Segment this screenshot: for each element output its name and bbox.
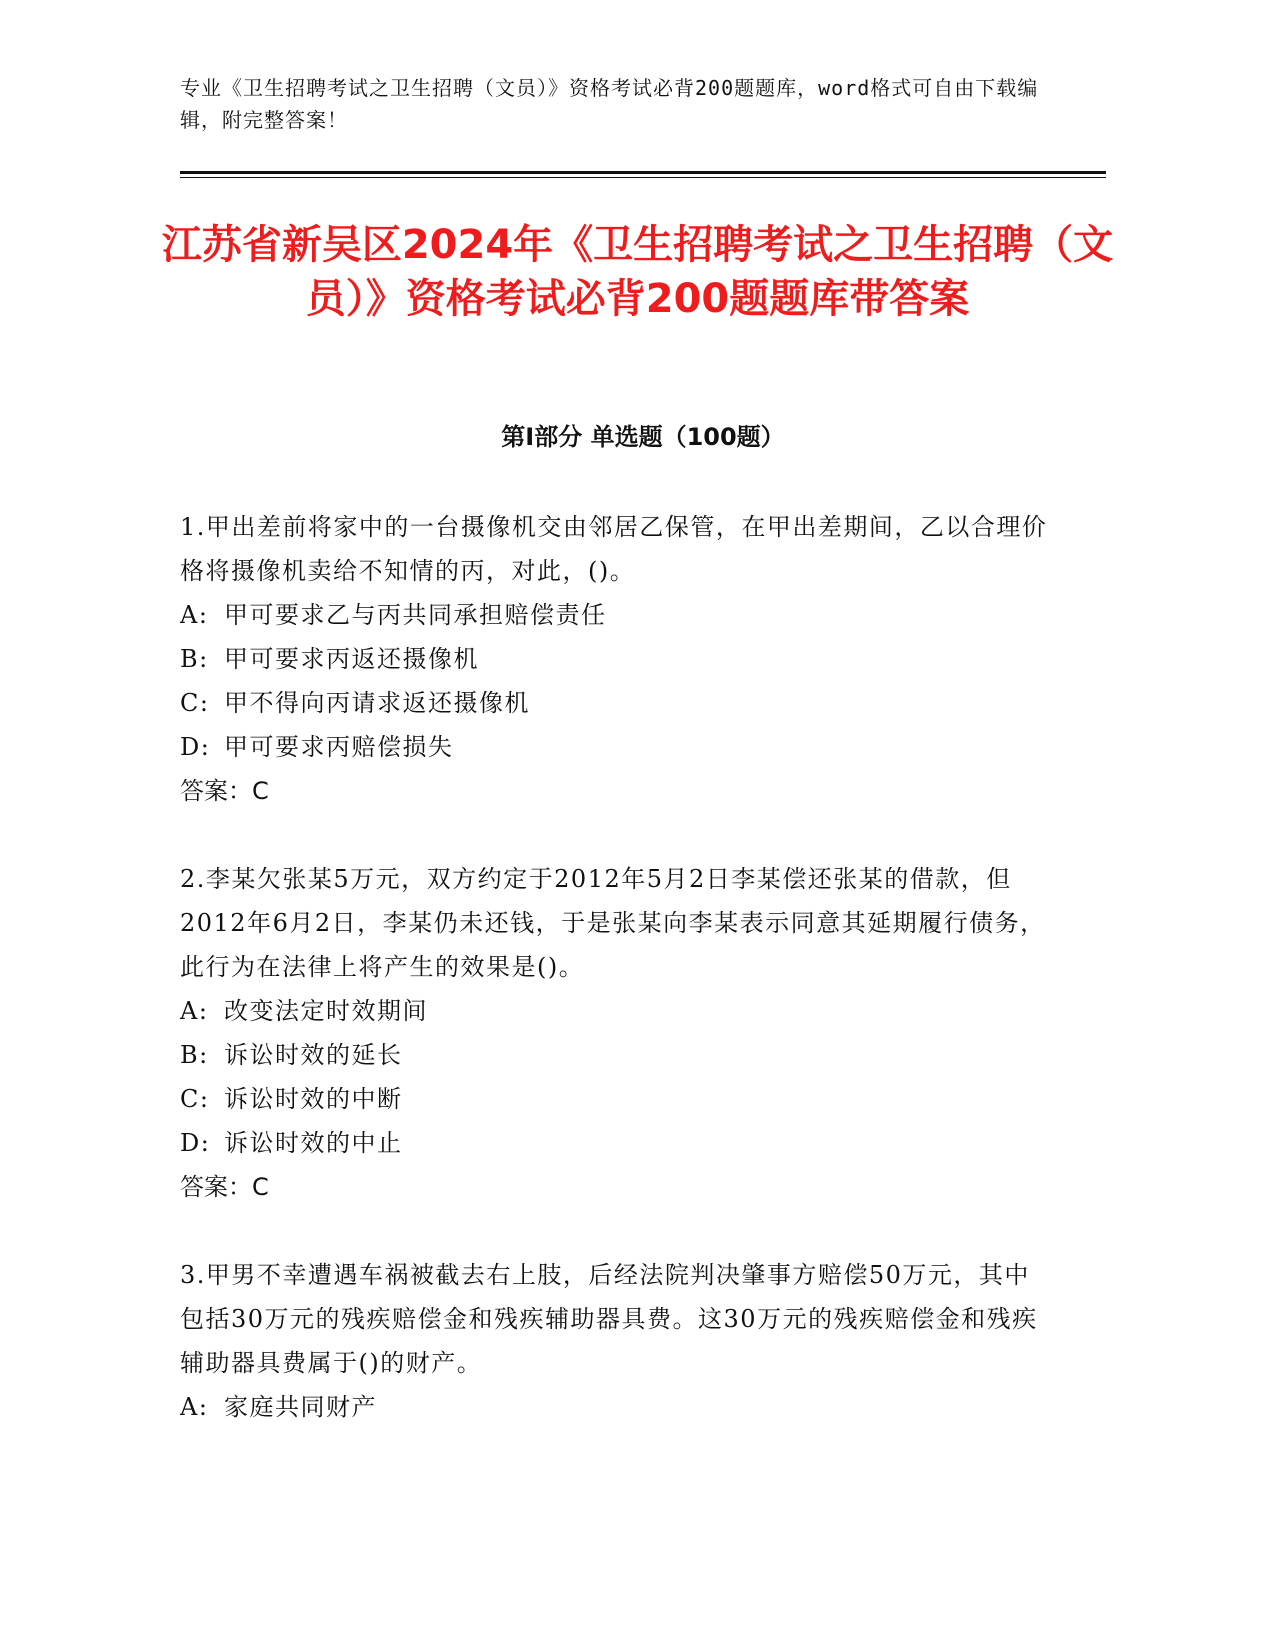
option-letter: A:	[180, 601, 209, 629]
document-title: 江苏省新吴区2024年《卫生招聘考试之卫生招聘（文员）》资格考试必背200题题库带答案	[161, 222, 1114, 322]
option-a	[180, 593, 1050, 637]
option-letter: A:	[180, 997, 209, 1025]
option-letter: B:	[180, 645, 209, 673]
option-a	[180, 989, 1050, 1033]
answer: 答案：C	[180, 1173, 269, 1201]
option-letter: B:	[180, 1041, 209, 1069]
option-c	[180, 1077, 1050, 1121]
option-d	[180, 725, 1050, 769]
question-stem: 2.李某欠张某5万元，双方约定于2012年5月2日李某偿还张某的借款，但2012年6月2日，李某仍未还钱，于是张某向李某表示同意其延期履行债务，此行为在法律上将产生的效果是()。	[180, 865, 1046, 981]
option-text: 甲可要求丙返还摄像机	[224, 645, 479, 673]
question-2	[180, 857, 1050, 1209]
header-note: 专业《卫生招聘考试之卫生招聘（文员）》资格考试必背200题题库，word格式可自由下载编辑，附完整答案！	[180, 76, 1039, 132]
question-stem: 1.甲出差前将家中的一台摄像机交由邻居乙保管，在甲出差期间，乙以合理价格将摄像机卖给不知情的丙，对此，()。	[180, 513, 1048, 585]
option-a	[180, 1385, 1050, 1429]
header-divider-thin	[180, 177, 1106, 178]
option-c	[180, 681, 1050, 725]
option-text: 改变法定时效期间	[224, 997, 428, 1025]
option-text: 甲可要求乙与丙共同承担赔偿责任	[224, 601, 607, 629]
option-b	[180, 637, 1050, 681]
option-text: 诉讼时效的延长	[224, 1041, 403, 1069]
option-letter: C:	[180, 1085, 210, 1113]
option-text: 诉讼时效的中止	[224, 1129, 403, 1157]
option-b	[180, 1033, 1050, 1077]
question-1	[180, 505, 1050, 813]
question-list	[180, 505, 1050, 1473]
option-text: 家庭共同财产	[224, 1393, 377, 1421]
question-3	[180, 1253, 1050, 1429]
option-text: 甲不得向丙请求返还摄像机	[224, 689, 530, 717]
section-title: 第Ⅰ部分 单选题（100题）	[501, 423, 785, 451]
header-divider-thick	[180, 171, 1106, 174]
option-letter: D:	[180, 1129, 211, 1157]
option-letter: A:	[180, 1393, 209, 1421]
option-text: 诉讼时效的中断	[224, 1085, 403, 1113]
option-text: 甲可要求丙赔偿损失	[224, 733, 454, 761]
option-letter: C:	[180, 689, 210, 717]
option-d	[180, 1121, 1050, 1165]
option-letter: D:	[180, 733, 211, 761]
question-stem: 3.甲男不幸遭遇车祸被截去右上肢，后经法院判决肇事方赔偿50万元，其中包括30万元的残疾赔偿金和残疾辅助器具费。这30万元的残疾赔偿金和残疾辅助器具费属于()的财产。	[180, 1261, 1038, 1377]
answer: 答案：C	[180, 777, 269, 805]
